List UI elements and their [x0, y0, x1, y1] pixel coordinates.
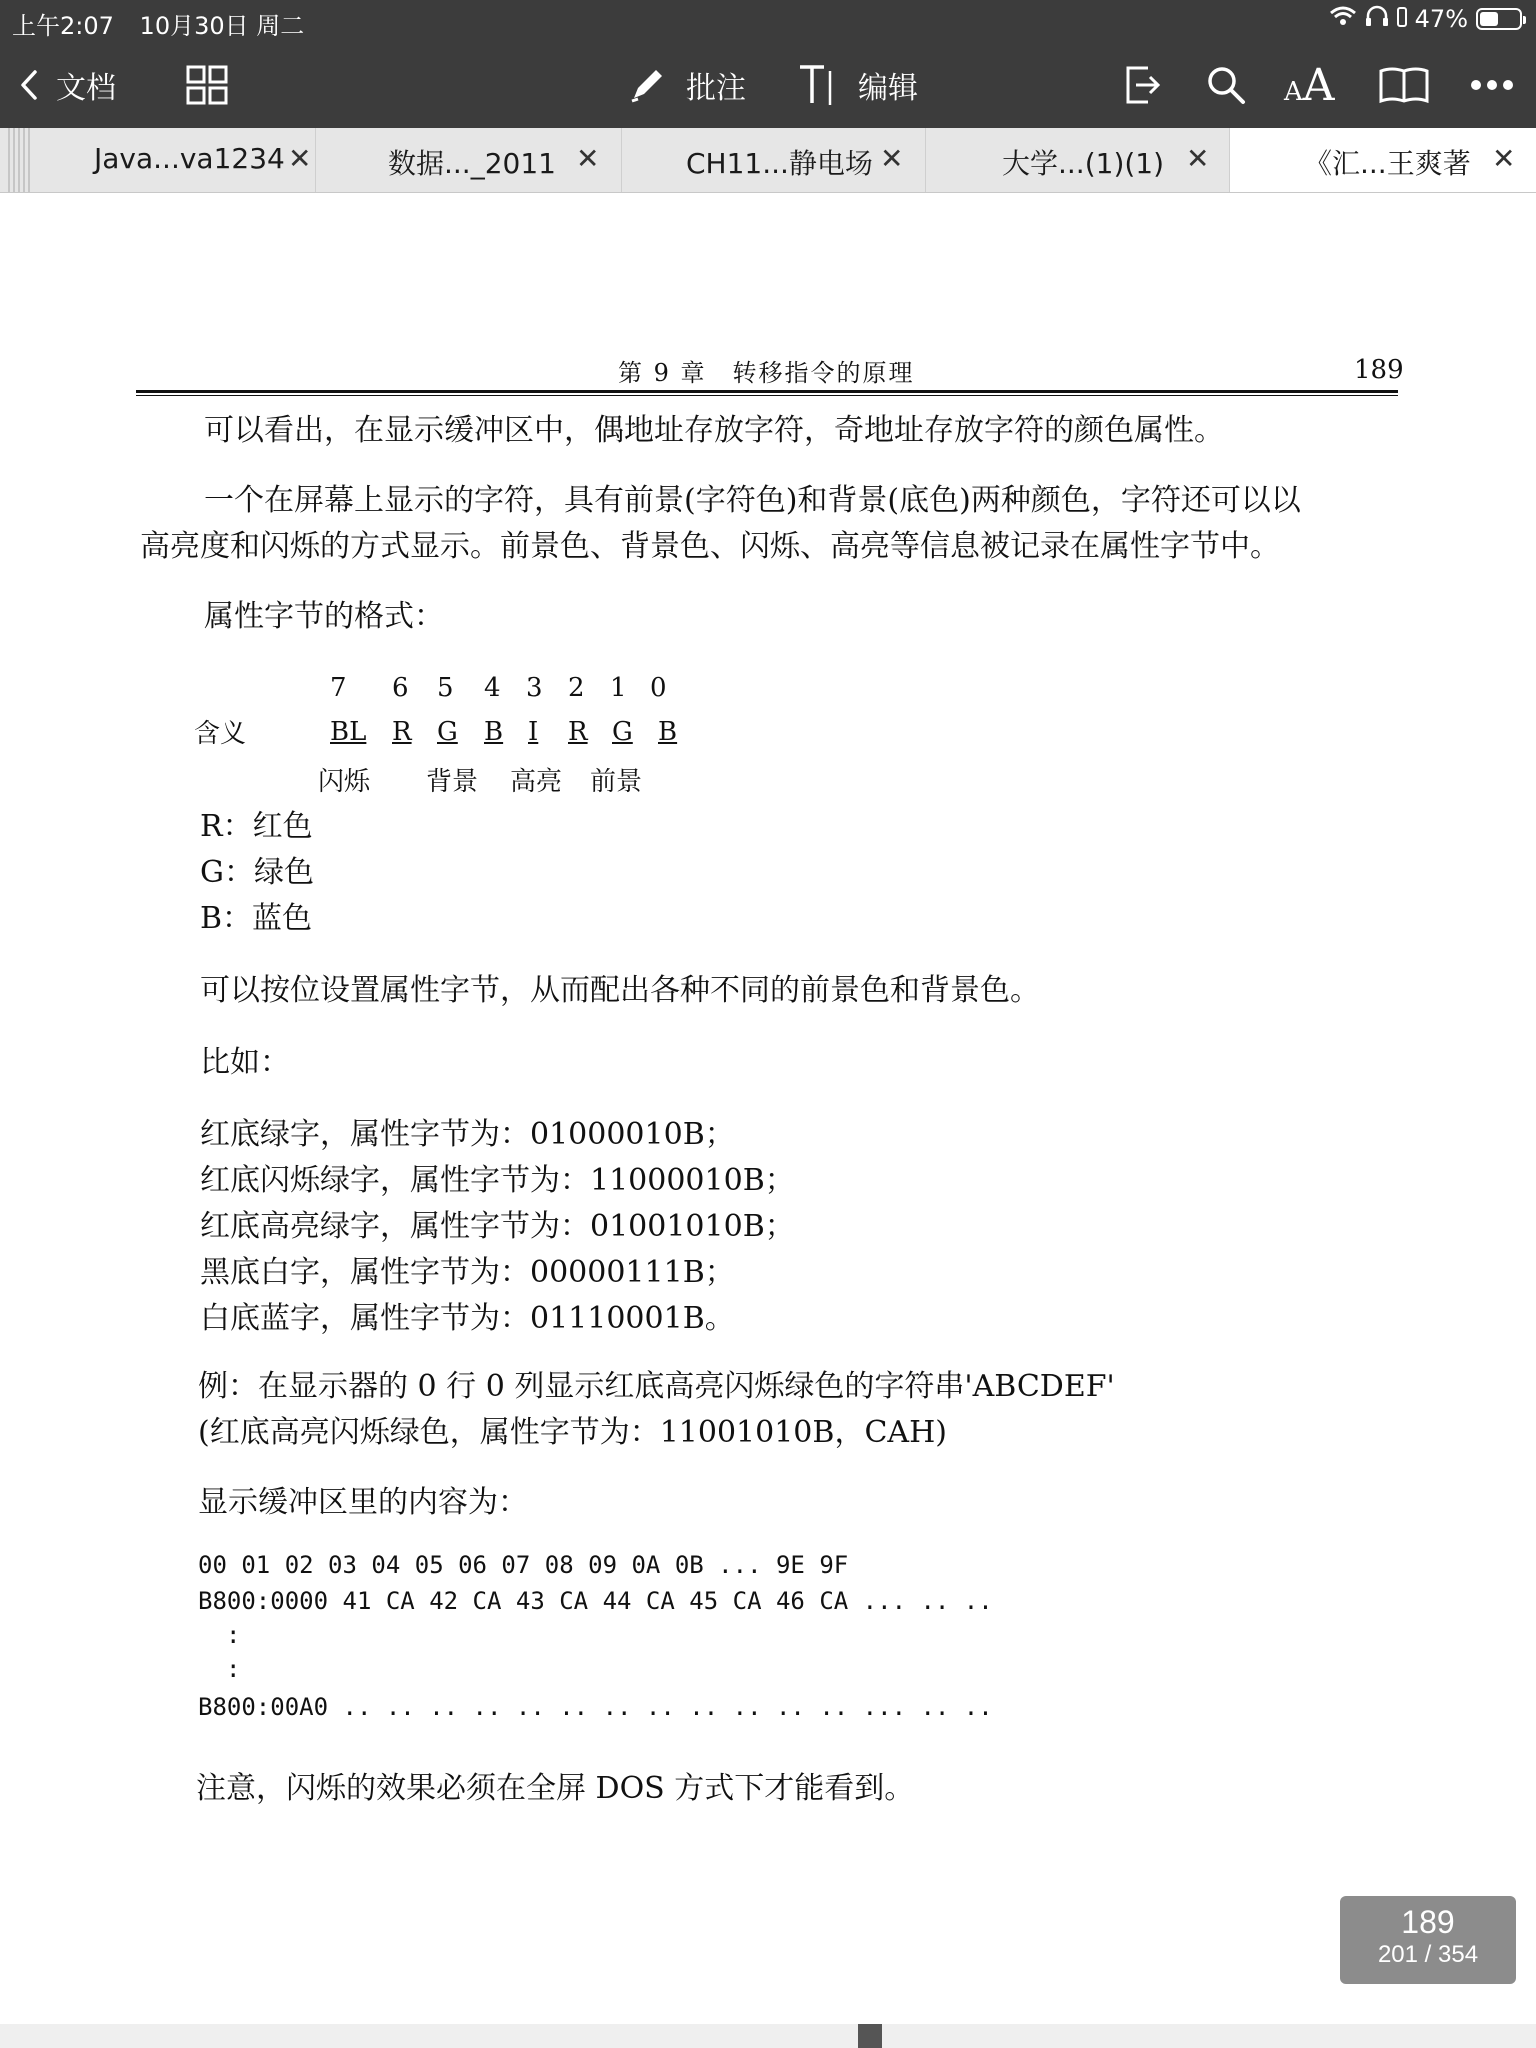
- pen-icon: [628, 66, 666, 104]
- bit-number: 4: [484, 673, 501, 703]
- status-right: [1329, 5, 1522, 33]
- meaning-label: 含义: [194, 719, 247, 749]
- bit-number: 1: [610, 673, 627, 703]
- tab-close-icon[interactable]: ✕: [1186, 142, 1210, 175]
- header-rule-thin: [136, 395, 1398, 396]
- grid-view-button[interactable]: [186, 42, 228, 128]
- back-label: 文档: [56, 71, 116, 106]
- bit-field: R: [568, 717, 588, 747]
- tab-label: 《汇...王爽著: [1304, 147, 1471, 180]
- tab-assembly[interactable]: [1230, 128, 1536, 192]
- tab-label: CH11...静电场: [686, 147, 873, 180]
- bit-number: 7: [330, 673, 347, 703]
- bit-field: BL: [330, 717, 367, 747]
- status-date: 10月30日 周二: [139, 12, 305, 40]
- bottom-scroll-track: [0, 2024, 1536, 2048]
- export-button[interactable]: [1122, 42, 1162, 128]
- back-button[interactable]: [18, 42, 116, 128]
- paragraph: 一个在屏幕上显示的字符，具有前景(字符色)和背景(底色)两种颜色，字符还可以以: [204, 483, 1301, 518]
- text-cursor-icon: [798, 63, 834, 107]
- bit-number: 2: [568, 673, 585, 703]
- tab-java[interactable]: [32, 128, 316, 192]
- toolbar: [0, 42, 1536, 128]
- tab-close-icon[interactable]: ✕: [1492, 142, 1516, 175]
- search-icon: [1206, 65, 1246, 105]
- bit-field: G: [612, 717, 633, 747]
- for-example-label: 比如：: [200, 1045, 290, 1080]
- bit-field: I: [528, 717, 539, 747]
- example-line: 红底闪烁绿字，属性字节为：11000010B；: [200, 1163, 795, 1198]
- more-button[interactable]: [1470, 42, 1514, 128]
- tab-ch11[interactable]: [622, 128, 926, 192]
- note: 注意，闪烁的效果必须在全屏 DOS 方式下才能看到。: [196, 1771, 915, 1806]
- font-size-icon: AA: [1284, 59, 1335, 111]
- chevron-left-icon: [18, 68, 40, 102]
- example-line: 黑底白字，属性字节为：00000111B；: [200, 1255, 735, 1290]
- search-button[interactable]: [1206, 42, 1246, 128]
- scroll-handle[interactable]: [858, 2024, 882, 2048]
- book-icon: [1378, 65, 1430, 105]
- headphones-icon: [1365, 5, 1389, 33]
- grid-icon: [186, 65, 228, 105]
- edit-button[interactable]: [798, 42, 918, 128]
- paragraph: 可以看出，在显示缓冲区中，偶地址存放字符，奇地址存放字符的颜色属性。: [204, 413, 1224, 448]
- tab-close-icon[interactable]: ✕: [576, 142, 600, 175]
- memory-ellipsis: :: [226, 1621, 241, 1649]
- annotate-label: 批注: [686, 71, 746, 106]
- running-header: 第 9 章 转移指令的原理: [618, 359, 915, 387]
- tab-label: 数据..._2011: [388, 147, 556, 180]
- example-line: 白底蓝字，属性字节为：01110001B。: [200, 1301, 735, 1336]
- document-page[interactable]: [0, 193, 1536, 2023]
- page-indicator-label: 189: [1401, 1904, 1455, 1940]
- paragraph: 高亮度和闪烁的方式显示。前景色、背景色、闪烁、高亮等信息被记录在属性字节中。: [140, 529, 1280, 564]
- more-icon: [1470, 79, 1514, 91]
- wifi-icon: [1329, 5, 1357, 33]
- group-label: 背景: [426, 767, 479, 797]
- color-def: B：蓝色: [200, 901, 313, 936]
- font-size-button[interactable]: [1284, 42, 1335, 128]
- tab-university[interactable]: [926, 128, 1230, 192]
- bit-number: 0: [650, 673, 667, 703]
- memory-row: B800:00A0 .. .. .. .. .. .. .. .. .. .. .. .. ... .. ..: [198, 1693, 993, 1721]
- status-left: [12, 6, 322, 41]
- tab-bar: [0, 128, 1536, 193]
- tab-close-icon[interactable]: ✕: [880, 142, 904, 175]
- example-line: 红底高亮绿字，属性字节为：01001010B；: [200, 1209, 795, 1244]
- example-task: 例：在显示器的 0 行 0 列显示红底高亮闪烁绿色的字符串'ABCDEF': [198, 1369, 1115, 1404]
- tab-database[interactable]: [316, 128, 622, 192]
- edit-label: 编辑: [858, 71, 918, 106]
- color-def: G：绿色: [200, 855, 314, 890]
- group-label: 闪烁: [318, 767, 371, 797]
- tab-label: Java...va1234: [94, 142, 285, 175]
- status-time: 上午2:07: [12, 12, 114, 40]
- group-label: 前景: [590, 767, 643, 797]
- orientation-lock-icon: [1397, 5, 1407, 33]
- color-def: R：红色: [200, 809, 313, 844]
- memory-header: 00 01 02 03 04 05 06 07 08 09 0A 0B ... 9E 9F: [198, 1551, 849, 1579]
- example-line: 红底绿字，属性字节为：01000010B；: [200, 1117, 735, 1152]
- bit-number: 3: [526, 673, 543, 703]
- bit-number: 6: [392, 673, 409, 703]
- tab-grip[interactable]: [8, 128, 30, 192]
- page-number: 189: [1354, 355, 1404, 385]
- battery-icon: [1476, 8, 1522, 30]
- memory-ellipsis: :: [226, 1655, 241, 1683]
- paragraph: 可以按位设置属性字节，从而配出各种不同的前景色和背景色。: [200, 973, 1040, 1008]
- example-task-note: (红底高亮闪烁绿色，属性字节为：11001010B，CAH): [198, 1415, 947, 1450]
- tab-label: 大学...(1)(1): [1002, 147, 1165, 180]
- memory-row: B800:0000 41 CA 42 CA 43 CA 44 CA 45 CA 46 CA ... .. ..: [198, 1587, 993, 1615]
- status-bar: [0, 0, 1536, 42]
- group-label: 高亮: [510, 767, 563, 797]
- bit-field: G: [437, 717, 458, 747]
- reading-mode-button[interactable]: [1378, 42, 1430, 128]
- page-indicator[interactable]: [1340, 1896, 1516, 1984]
- bit-field: B: [484, 717, 504, 747]
- header-rule: [136, 390, 1398, 393]
- tab-close-icon[interactable]: ✕: [288, 142, 312, 175]
- attr-format-title: 属性字节的格式：: [204, 599, 444, 634]
- page-indicator-position: 201 / 354: [1377, 1941, 1479, 1968]
- bit-field: R: [392, 717, 412, 747]
- battery-percent: 47%: [1414, 5, 1468, 33]
- export-icon: [1122, 64, 1162, 106]
- buffer-title: 显示缓冲区里的内容为：: [198, 1485, 528, 1520]
- annotate-button[interactable]: [628, 42, 746, 128]
- bit-field: B: [658, 717, 678, 747]
- bit-number: 5: [437, 673, 454, 703]
